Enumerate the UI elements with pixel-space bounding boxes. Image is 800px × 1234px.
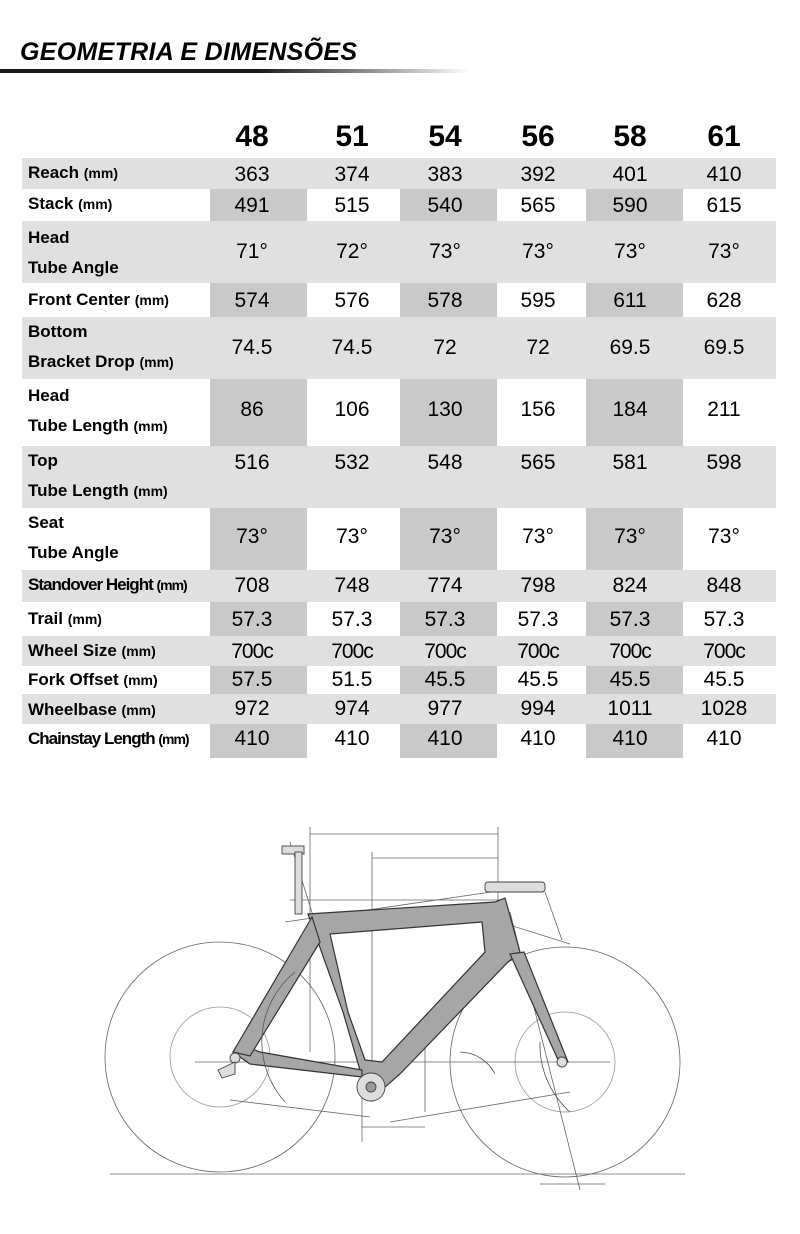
table-row bbox=[22, 602, 776, 636]
table-cell: 73° bbox=[708, 525, 740, 548]
table-cell: 548 bbox=[427, 451, 463, 474]
table-cell: 57.3 bbox=[424, 608, 466, 631]
bike-frame-geometry-diagram bbox=[100, 812, 700, 1202]
table-cell: 86 bbox=[240, 398, 264, 421]
size-header-48: 48 bbox=[235, 120, 269, 153]
table-cell: 972 bbox=[234, 697, 270, 720]
table-cell: 848 bbox=[706, 574, 742, 597]
table-cell: 57.3 bbox=[331, 608, 373, 631]
table-cell: 71° bbox=[236, 240, 268, 263]
table-cell: 184 bbox=[612, 398, 648, 421]
table-row bbox=[22, 694, 776, 724]
page-title: GEOMETRIA E DIMENSÕES bbox=[20, 38, 358, 66]
table-cell: 74.5 bbox=[331, 336, 373, 359]
row-label: Chainstay Length (mm) bbox=[28, 729, 189, 748]
size-header-61: 61 bbox=[707, 120, 741, 153]
rear-wheel bbox=[105, 942, 335, 1172]
table-cell: 576 bbox=[334, 289, 370, 312]
table-cell: 45.5 bbox=[609, 668, 651, 691]
size-header-54: 54 bbox=[428, 120, 462, 153]
table-cell: 69.5 bbox=[703, 336, 745, 359]
table-cell: 72 bbox=[526, 336, 550, 359]
table-cell: 977 bbox=[427, 697, 463, 720]
seatpost bbox=[295, 852, 302, 914]
table-cell: 748 bbox=[334, 574, 370, 597]
table-cell: 515 bbox=[334, 194, 370, 217]
table-cell: 130 bbox=[427, 398, 463, 421]
table-cell: 700c bbox=[609, 640, 651, 663]
table-cell: 574 bbox=[234, 289, 270, 312]
table-row bbox=[22, 636, 776, 666]
row-label: Head Tube Length (mm) bbox=[28, 386, 168, 435]
table-cell: 581 bbox=[612, 451, 648, 474]
table-cell: 45.5 bbox=[517, 668, 559, 691]
table-cell: 615 bbox=[706, 194, 742, 217]
table-cell: 532 bbox=[334, 451, 370, 474]
table-cell: 73° bbox=[429, 525, 461, 548]
table-cell: 598 bbox=[706, 451, 742, 474]
table-row bbox=[22, 189, 776, 221]
table-row bbox=[22, 379, 776, 443]
row-label: Front Center (mm) bbox=[28, 290, 169, 309]
table-cell: 106 bbox=[334, 398, 370, 421]
table-row bbox=[22, 570, 776, 602]
table-cell: 410 bbox=[234, 727, 270, 750]
table-cell: 410 bbox=[427, 727, 463, 750]
table-cell: 73° bbox=[708, 240, 740, 263]
row-label: Trail (mm) bbox=[28, 609, 102, 628]
size-header-58: 58 bbox=[613, 120, 647, 153]
table-cell: 73° bbox=[236, 525, 268, 548]
table-cell: 565 bbox=[520, 194, 556, 217]
table-cell: 595 bbox=[520, 289, 556, 312]
row-label: Stack (mm) bbox=[28, 194, 113, 213]
table-cell: 69.5 bbox=[609, 336, 651, 359]
table-cell: 51.5 bbox=[331, 668, 373, 691]
table-cell: 401 bbox=[612, 163, 648, 186]
table-cell: 410 bbox=[520, 727, 556, 750]
table-cell: 974 bbox=[334, 697, 370, 720]
row-label: Fork Offset (mm) bbox=[28, 670, 158, 689]
table-cell: 590 bbox=[612, 194, 648, 217]
row-label: Top Tube Length (mm) bbox=[28, 451, 168, 500]
table-cell: 57.3 bbox=[703, 608, 745, 631]
table-cell: 1011 bbox=[607, 697, 653, 720]
table-row bbox=[22, 446, 776, 508]
row-label: Seat Tube Angle bbox=[28, 513, 119, 562]
table-cell: 57.3 bbox=[609, 608, 651, 631]
table-cell: 73° bbox=[614, 240, 646, 263]
size-header-row bbox=[22, 116, 776, 158]
table-cell: 45.5 bbox=[703, 668, 745, 691]
row-label: Wheelbase (mm) bbox=[28, 700, 156, 719]
table-cell: 491 bbox=[234, 194, 270, 217]
size-header-51: 51 bbox=[335, 120, 369, 153]
table-cell: 57.3 bbox=[517, 608, 559, 631]
table-row bbox=[22, 221, 776, 283]
table-cell: 700c bbox=[424, 640, 466, 663]
table-row bbox=[22, 158, 776, 189]
table-cell: 73° bbox=[429, 240, 461, 263]
table-cell: 45.5 bbox=[424, 668, 466, 691]
table-cell: 57.5 bbox=[231, 668, 273, 691]
row-label: Wheel Size (mm) bbox=[28, 641, 156, 660]
table-cell: 410 bbox=[334, 727, 370, 750]
row-label: Bottom Bracket Drop (mm) bbox=[28, 322, 174, 371]
row-label: Reach (mm) bbox=[28, 163, 118, 182]
table-cell: 73° bbox=[614, 525, 646, 548]
table-row bbox=[22, 317, 776, 379]
table-cell: 516 bbox=[234, 451, 270, 474]
table-cell: 363 bbox=[234, 163, 270, 186]
table-cell: 824 bbox=[612, 574, 648, 597]
table-cell: 73° bbox=[522, 525, 554, 548]
table-cell: 410 bbox=[706, 163, 742, 186]
table-cell: 392 bbox=[520, 163, 556, 186]
table-cell: 700c bbox=[517, 640, 559, 663]
table-cell: 700c bbox=[231, 640, 273, 663]
table-cell: 628 bbox=[706, 289, 742, 312]
table-cell: 211 bbox=[707, 398, 741, 421]
table-cell: 700c bbox=[703, 640, 745, 663]
row-label: Standover Height (mm) bbox=[28, 575, 187, 594]
table-cell: 410 bbox=[612, 727, 648, 750]
table-cell: 774 bbox=[427, 574, 463, 597]
stem bbox=[485, 882, 545, 892]
table-cell: 374 bbox=[334, 163, 370, 186]
table-cell: 700c bbox=[331, 640, 373, 663]
table-cell: 578 bbox=[427, 289, 463, 312]
table-cell: 73° bbox=[336, 525, 368, 548]
table-cell: 565 bbox=[520, 451, 556, 474]
table-cell: 74.5 bbox=[231, 336, 273, 359]
table-cell: 611 bbox=[613, 289, 647, 312]
table-row bbox=[22, 666, 776, 694]
table-cell: 72 bbox=[433, 336, 457, 359]
frame-shape bbox=[233, 898, 568, 1087]
table-cell: 994 bbox=[520, 697, 556, 720]
title-underline bbox=[0, 69, 470, 73]
table-cell: 156 bbox=[520, 398, 556, 421]
table-cell: 57.3 bbox=[231, 608, 273, 631]
table-cell: 708 bbox=[234, 574, 270, 597]
table-row bbox=[22, 508, 776, 568]
table-cell: 540 bbox=[427, 194, 463, 217]
table-cell: 73° bbox=[522, 240, 554, 263]
size-header-56: 56 bbox=[521, 120, 555, 153]
table-cell: 798 bbox=[520, 574, 556, 597]
row-label: Head Tube Angle bbox=[28, 228, 119, 277]
table-cell: 383 bbox=[427, 163, 463, 186]
table-cell: 72° bbox=[336, 240, 368, 263]
table-row bbox=[22, 283, 776, 317]
table-cell: 1028 bbox=[700, 697, 748, 720]
table-row bbox=[22, 724, 776, 764]
geometry-table bbox=[22, 116, 776, 758]
table-cell: 410 bbox=[706, 727, 742, 750]
